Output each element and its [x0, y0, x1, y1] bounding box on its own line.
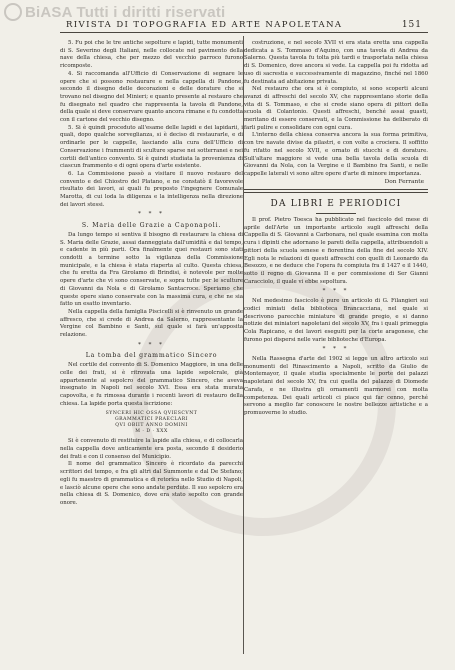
author-signature: Don Ferrante [384, 178, 424, 185]
paragraph: 5. Fu poi che le tre antiche sepolture e lapidi, tutte monumenti di S. Severino degli Italiani, nelle collocate nel pavimento della nave della chiesa, che per mezzo del vecchio parroco furono ricomposte. [60, 40, 243, 70]
paragraph: Nel medesimo fascicolo è pure un articolo di G. Filangieri sui codici miniati della biblioteca Brancacciana, nel quale si descrivono parecchie miniature di grande pregio, e si danno notizie dei miniatori napoletani del secolo XV, fra i quali primeggia Cola Rapicano, e dei lavori eseguiti per la corte aragonese, che furono poi dispersi nelle varie biblioteche d'Europa. [244, 298, 428, 343]
paragraph: L'interno della chiesa conserva ancora la sua forma primitiva, con tre navate divise da pilastri, e con volte a crociera. Il soffitto fu rifatto nel secolo XVII, e ornato di stucchi e di dorature. Sull'altare maggiore si vede una bella tavola della scuola di Giovanni da Nola, con la Vergine e il Bambino fra Santi, e nelle cappelle laterali vi sono altre opere d'arte di minore importanza. [244, 132, 428, 177]
paragraph: Nel restauro che ora si è compiuto, si sono scoperti alcuni avanzi di affreschi del secolo XV, che rappresentano storie della vita di S. Tommaso, e che si crede siano opera di pittori della scuola di Colantonio. Questi affreschi, benché assai guasti, meritano di essere conservati, e la Commissione ha deliberato di farli pulire e consolidare con ogni cura. [244, 86, 428, 131]
watermark-text: BiASA Tutti i diritti riservati [25, 3, 226, 21]
section-ornament: * * * [322, 346, 350, 353]
watermark [4, 3, 225, 21]
section-ornament: * * * [138, 341, 165, 348]
paragraph: costruzione, e nel secolo XVII vi era stata eretta una cappella dedicata a S. Tommaso d'Aquino, con una tavola di Andrea da Salerno. Questa tavola fu tolta più tardi e trasportata nella chiesa di S. Domenico, dove ancora si vede. La cappella poi fu ridotta ad uso di sacrestia e successivamente di magazzino, finché nel 1860 fu destinata ad abitazione privata. [244, 40, 428, 85]
section-ornament: * * * [138, 211, 165, 218]
section-title: DA LIBRI E PERIODICI [270, 199, 402, 210]
section-ornament: * * * [322, 288, 350, 295]
inscription [60, 411, 243, 435]
journal-title: RIVISTA DI TOPOGRAFIA ED ARTE NAPOLETANA [66, 20, 343, 30]
paragraph: Nella cappella della famiglia Piscicelli si è rinvenuto un grande affresco, che si crede di Andrea da Salerno, rappresentante la Vergine col Bambino e Santi, sul quale si farà un'apposita relazione. [60, 308, 243, 339]
paragraph: Da lungo tempo si sentiva il bisogno di restaurare la chiesa di S. Maria delle Grazie, assai danneggiata dall'umidità e dal tempo, e cadente in più parti. Ora finalmente quei restauri sono stati condotti a termine sotto la vigilanza della Commissione municipale, e la chiesa è stata riaperta al culto. Questa chiesa, che fu eretta da Fra Girolamo di Brindisi, è notevole per molte opere d'arte che vi sono conservate, e sopra tutte per le sculture di Giovanni da Nola e di Girolamo Santacroce. Speriamo che queste opere siano conservate con la massima cura, e che ne sia fatto un esatto inventario. [60, 231, 243, 308]
inscription-line: GRAMMATICI PRAECLARI [115, 417, 188, 423]
paragraph: Nel cortile del convento di S. Domenico Maggiore, in una delle celle dei frati, si è ritrovata una lapide sepolcrale, già appartenente al sepolcro del grammatico Sincero, che aveva insegnato in Napoli nel secolo XVI. Essa era stata murata capovolta, e fu rimossa durante i recenti lavori di restauro della chiesa. La lapide porta questa iscrizione: [60, 362, 243, 407]
paragraph: Il prof. Pietro Toesca ha pubblicato nel fascicolo del mese di aprile dell'Arte un importante articolo sugli affreschi della Cappella di S. Giovanni a Carbonara, nel quale esamina con molta cura i dipinti che adornano le pareti della cappella, attribuendoli a pittori della scuola senese e fiorentina della fine del secolo XIV. Egli nota le relazioni di questi affreschi con quelli di Leonardo da Besozzo, e ne deduce che l'opera fu compiuta fra il 1427 e il 1440, sotto il regno di Giovanna II e per commissione di Ser Gianni Caracciolo, il quale vi ebbe sepoltura. [244, 217, 428, 285]
paragraph: Il nome del grammatico Sincero è ricordato da parecchi scrittori del tempo, e fra gli altri dal Summonte e dal De Stefano; egli fu maestro di grammatica e di retorica nello Studio di Napoli, e lasciò alcune opere che sono andate perdute. Il suo sepolcro era nella chiesa di S. Domenico, dove era stato sepolto con grande onore. [60, 461, 243, 506]
paragraph: 6. La Commissione passò a visitare il nuovo restauro del convento e del Chiostro del Platano, e ne constatò il favorevole risultato dei lavori, ai quali fu preposto l'ingegnere Comunale Marotta, di cui loda la diligenza e la intelligenza nella direzione dei lavori stessi. [60, 170, 243, 208]
paragraph: 5. Si è quindi proceduto all'esame delle lapidi e dei lapidarii, i quali, dopo qualche sorveglianza, si è deciso di restaurarle, e di ordinarle per le cappelle, lasciando alla cura dell'Ufficio di Conservazione i frammenti di sculture sparse nei sotterranei e nei cortili dell'antico convento. Si è quindi studiata la provenienza di ciascun frammento e di ogni opera d'arte esistente. [60, 124, 243, 170]
paragraph: Nella Rassegna d'arte del 1902 si legge un altro articolo sui monumenti del Rinascimento a Napoli, scritto da Giulio de Montemayor, il quale studia specialmente le porte dei palazzi napoletani del secolo XV, fra cui quella del palazzo di Diomede Carafa, e ne illustra gli ornamenti marmorei con molta competenza. Dei quali articoli ci piace qui far cenno, perché servono a meglio far conoscere le nostre bellezze artistiche e a promuoverne lo studio. [244, 356, 428, 416]
paragraph: Si è convenuto di restituire la lapide alla chiesa, e di collocarla nella cappella dove anticamente era posta, secondo il desiderio dei frati e con il consenso del Municipio. [60, 438, 243, 460]
inscription-line: QVI OBIIT ANNO DOMINI [115, 423, 188, 429]
inscription-line: SYNCERI HIC OSSA QVIESCVNT [105, 411, 198, 417]
right-column [244, 40, 428, 418]
biasa-logo-icon [4, 3, 22, 21]
section-title: La tomba del grammatico Sincero [85, 352, 218, 360]
inscription-line: M · D · XXX [135, 429, 168, 435]
header-rule [60, 32, 428, 33]
section-double-rule [244, 189, 428, 193]
paragraph: 4. Si raccomanda all'Ufficio di Conservazione di segnare le opere che si possono restaurare e nella cappella di Pandone, secondo il disegno delle decorazioni e delle dorature che si trovano nel disegno del Minieri; e quanto presente al restauro che fu disegnato nel quadro che rappresenta la tavola di Pandone, della quale si deve conservare quanto ancora rimane e fu condotta con il cartone del vecchio disegno. [60, 70, 243, 124]
left-column [60, 40, 243, 508]
page-number: 151 [401, 20, 422, 30]
title-underline [316, 213, 356, 214]
section-title: S. Maria delle Grazie a Caponapoli. [81, 222, 222, 230]
running-header [66, 20, 422, 30]
